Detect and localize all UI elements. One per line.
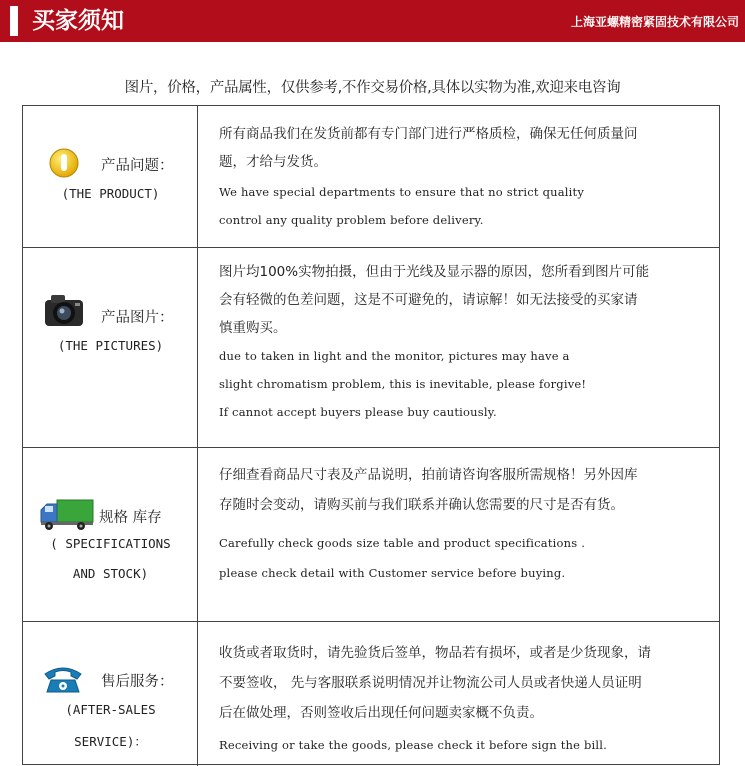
text-cn-line: 仔细查看商品尺寸表及产品说明，拍前请咨询客服所需规格！另外因库: [219, 467, 638, 483]
section-title-en: (THE PRODUCT): [61, 186, 160, 201]
row-content-cell: [199, 448, 719, 621]
warning-icon: [49, 148, 79, 178]
section-title-cn: 产品问题：: [101, 158, 174, 174]
notice-text: 图片，价格，产品属性，仅供参考,不作交易价格,具体以实物为准,欢迎来电咨询: [124, 80, 621, 96]
truck-icon: [39, 498, 95, 532]
text-cn-line: 题，才给与发货。: [219, 154, 327, 170]
text-en-line: Receiving or take the goods, please check it before sign the bill.: [219, 738, 608, 752]
text-en-line: please check detail with Customer service before buying.: [219, 566, 566, 580]
section-title-en: ( SPECIFICATIONS: [50, 536, 171, 551]
section-title-cn: 售后服务：: [101, 674, 174, 690]
table-row-after-sales: [23, 622, 719, 766]
table-row-product: [23, 106, 719, 248]
section-title-cn: 规格 库存: [99, 510, 162, 526]
text-en-line: We have special departments to ensure that no strict quality: [219, 185, 585, 199]
text-en-line: due to taken in light and the monitor, pictures may have a: [219, 349, 570, 363]
text-cn-line: 收货或者取货时，请先验货后签单，物品若有损坏，或者是少货现象，请: [219, 645, 651, 661]
table-row-pictures: [23, 248, 719, 448]
company-name: 上海亚螺精密紧固技术有限公司: [570, 15, 739, 29]
row-content-cell: [199, 622, 719, 766]
section-title-en: (AFTER-SALES: [65, 702, 156, 717]
text-cn-line: 后在做处理，否则签收后出现任何问题卖家概不负责。: [219, 705, 543, 721]
banner-title: 买家须知: [32, 7, 124, 34]
text-cn-line: 会有轻微的色差问题，这是不可避免的，请谅解！如无法接受的买家请: [219, 292, 638, 308]
section-title-en: (THE PICTURES): [57, 338, 164, 353]
row-label-cell: [23, 448, 198, 621]
row-content-cell: [199, 248, 719, 447]
text-en-line: slight chromatism problem, this is inevitable, please forgive!: [219, 377, 587, 391]
telephone-icon: [43, 664, 83, 694]
section-title-en: AND STOCK): [72, 566, 149, 581]
section-title-cn: 产品图片：: [101, 310, 174, 326]
text-cn-line: 图片均100%实物拍摄，但由于光线及显示器的原因，您所看到图片可能: [219, 264, 650, 280]
text-cn-line: 慎重购买。: [219, 320, 287, 336]
banner-accent-bar: [10, 6, 18, 36]
text-en-line: Carefully check goods size table and product specifications .: [219, 536, 586, 550]
row-label-cell: [23, 622, 198, 766]
text-cn-line: 存随时会变动，请购买前与我们联系并确认您需要的尺寸是否有货。: [219, 497, 624, 513]
row-content-cell: [199, 106, 719, 247]
table-row-specifications: [23, 448, 719, 622]
text-cn-line: 所有商品我们在发货前都有专门部门进行严格质检，确保无任何质量问: [219, 126, 638, 142]
row-label-cell: [23, 248, 198, 447]
text-en-line: control any quality problem before delivery.: [219, 213, 484, 227]
text-en-line: If cannot accept buyers please buy cautiously.: [219, 405, 497, 419]
text-cn-line: 不要签收， 先与客服联系说明情况并让物流公司人员或者快递人员证明: [219, 675, 642, 691]
camera-icon: [43, 292, 85, 328]
section-title-en: SERVICE)：: [74, 734, 147, 749]
notice-table: [22, 105, 720, 765]
header-banner: [0, 0, 745, 42]
row-label-cell: [23, 106, 198, 247]
